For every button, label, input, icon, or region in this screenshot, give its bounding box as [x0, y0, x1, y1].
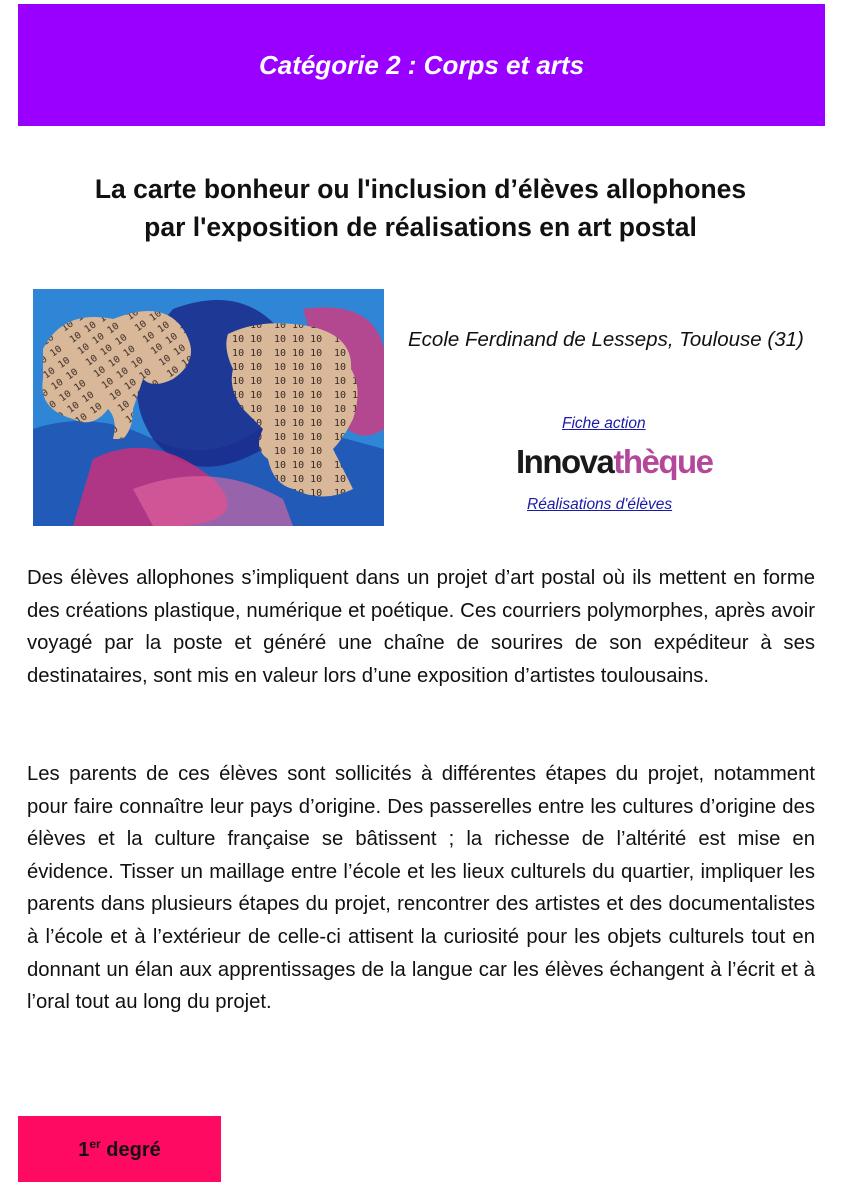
postal-art-image — [33, 289, 384, 526]
level-label: degré — [106, 1138, 161, 1161]
fiche-action-link[interactable]: Fiche action — [562, 415, 646, 432]
logo-part-1: Innova — [516, 443, 614, 480]
category-title: Catégorie 2 : Corps et arts — [258, 49, 585, 80]
paragraph-2: Les parents de ces élèves sont sollicités à différentes étapes du projet, notamment pour faire connaître leur pays d’origine. Des passerelles entre les cultures d’origine des élèves et la culture française se bâtissent ; la richesse de l’altérité est mise en évidence. Tisser un maillage entre l’école et les lieux culturels du quartier, impliquer les parents dans plusieurs étapes du projet, rencontrer des artistes et des documentalistes à l’école et à l’extérieur de celle-ci attisent la curiosité pour les objets culturels tout en donnant un élan aux apprentissages de la langue car les élèves échangent à l’écrit et à l’oral tout au long du projet. — [27, 763, 815, 1014]
title-line-2: par l'exposition de réalisations en art postal — [144, 212, 697, 242]
category-banner — [18, 4, 825, 126]
level-superscript: er — [89, 1136, 101, 1151]
level-number: 1 — [78, 1138, 90, 1161]
level-badge — [18, 1116, 221, 1182]
paragraph-1: Des élèves allophones s’impliquent dans un projet d’art postal où ils mettent en forme des créations plastique, numérique et poétique. Ces courriers polymorphes, après avoir voyagé par la poste et généré une chaîne de sourires de son expéditeur à ses destinataires, sont mis en valeur lors d’une exposition d’artistes toulousains. — [27, 567, 815, 687]
title-line-1: La carte bonheur ou l'inclusion d’élèves allophones — [94, 174, 747, 204]
innovatheque-logo[interactable] — [516, 441, 713, 483]
realisations-link[interactable]: Réalisations d'élèves — [527, 496, 673, 513]
level-badge-text — [78, 1137, 161, 1162]
school-name: Ecole Ferdinand de Lesseps, Toulouse (31) — [408, 328, 804, 351]
logo-part-2: thèque — [613, 443, 713, 480]
page-title — [40, 170, 801, 246]
